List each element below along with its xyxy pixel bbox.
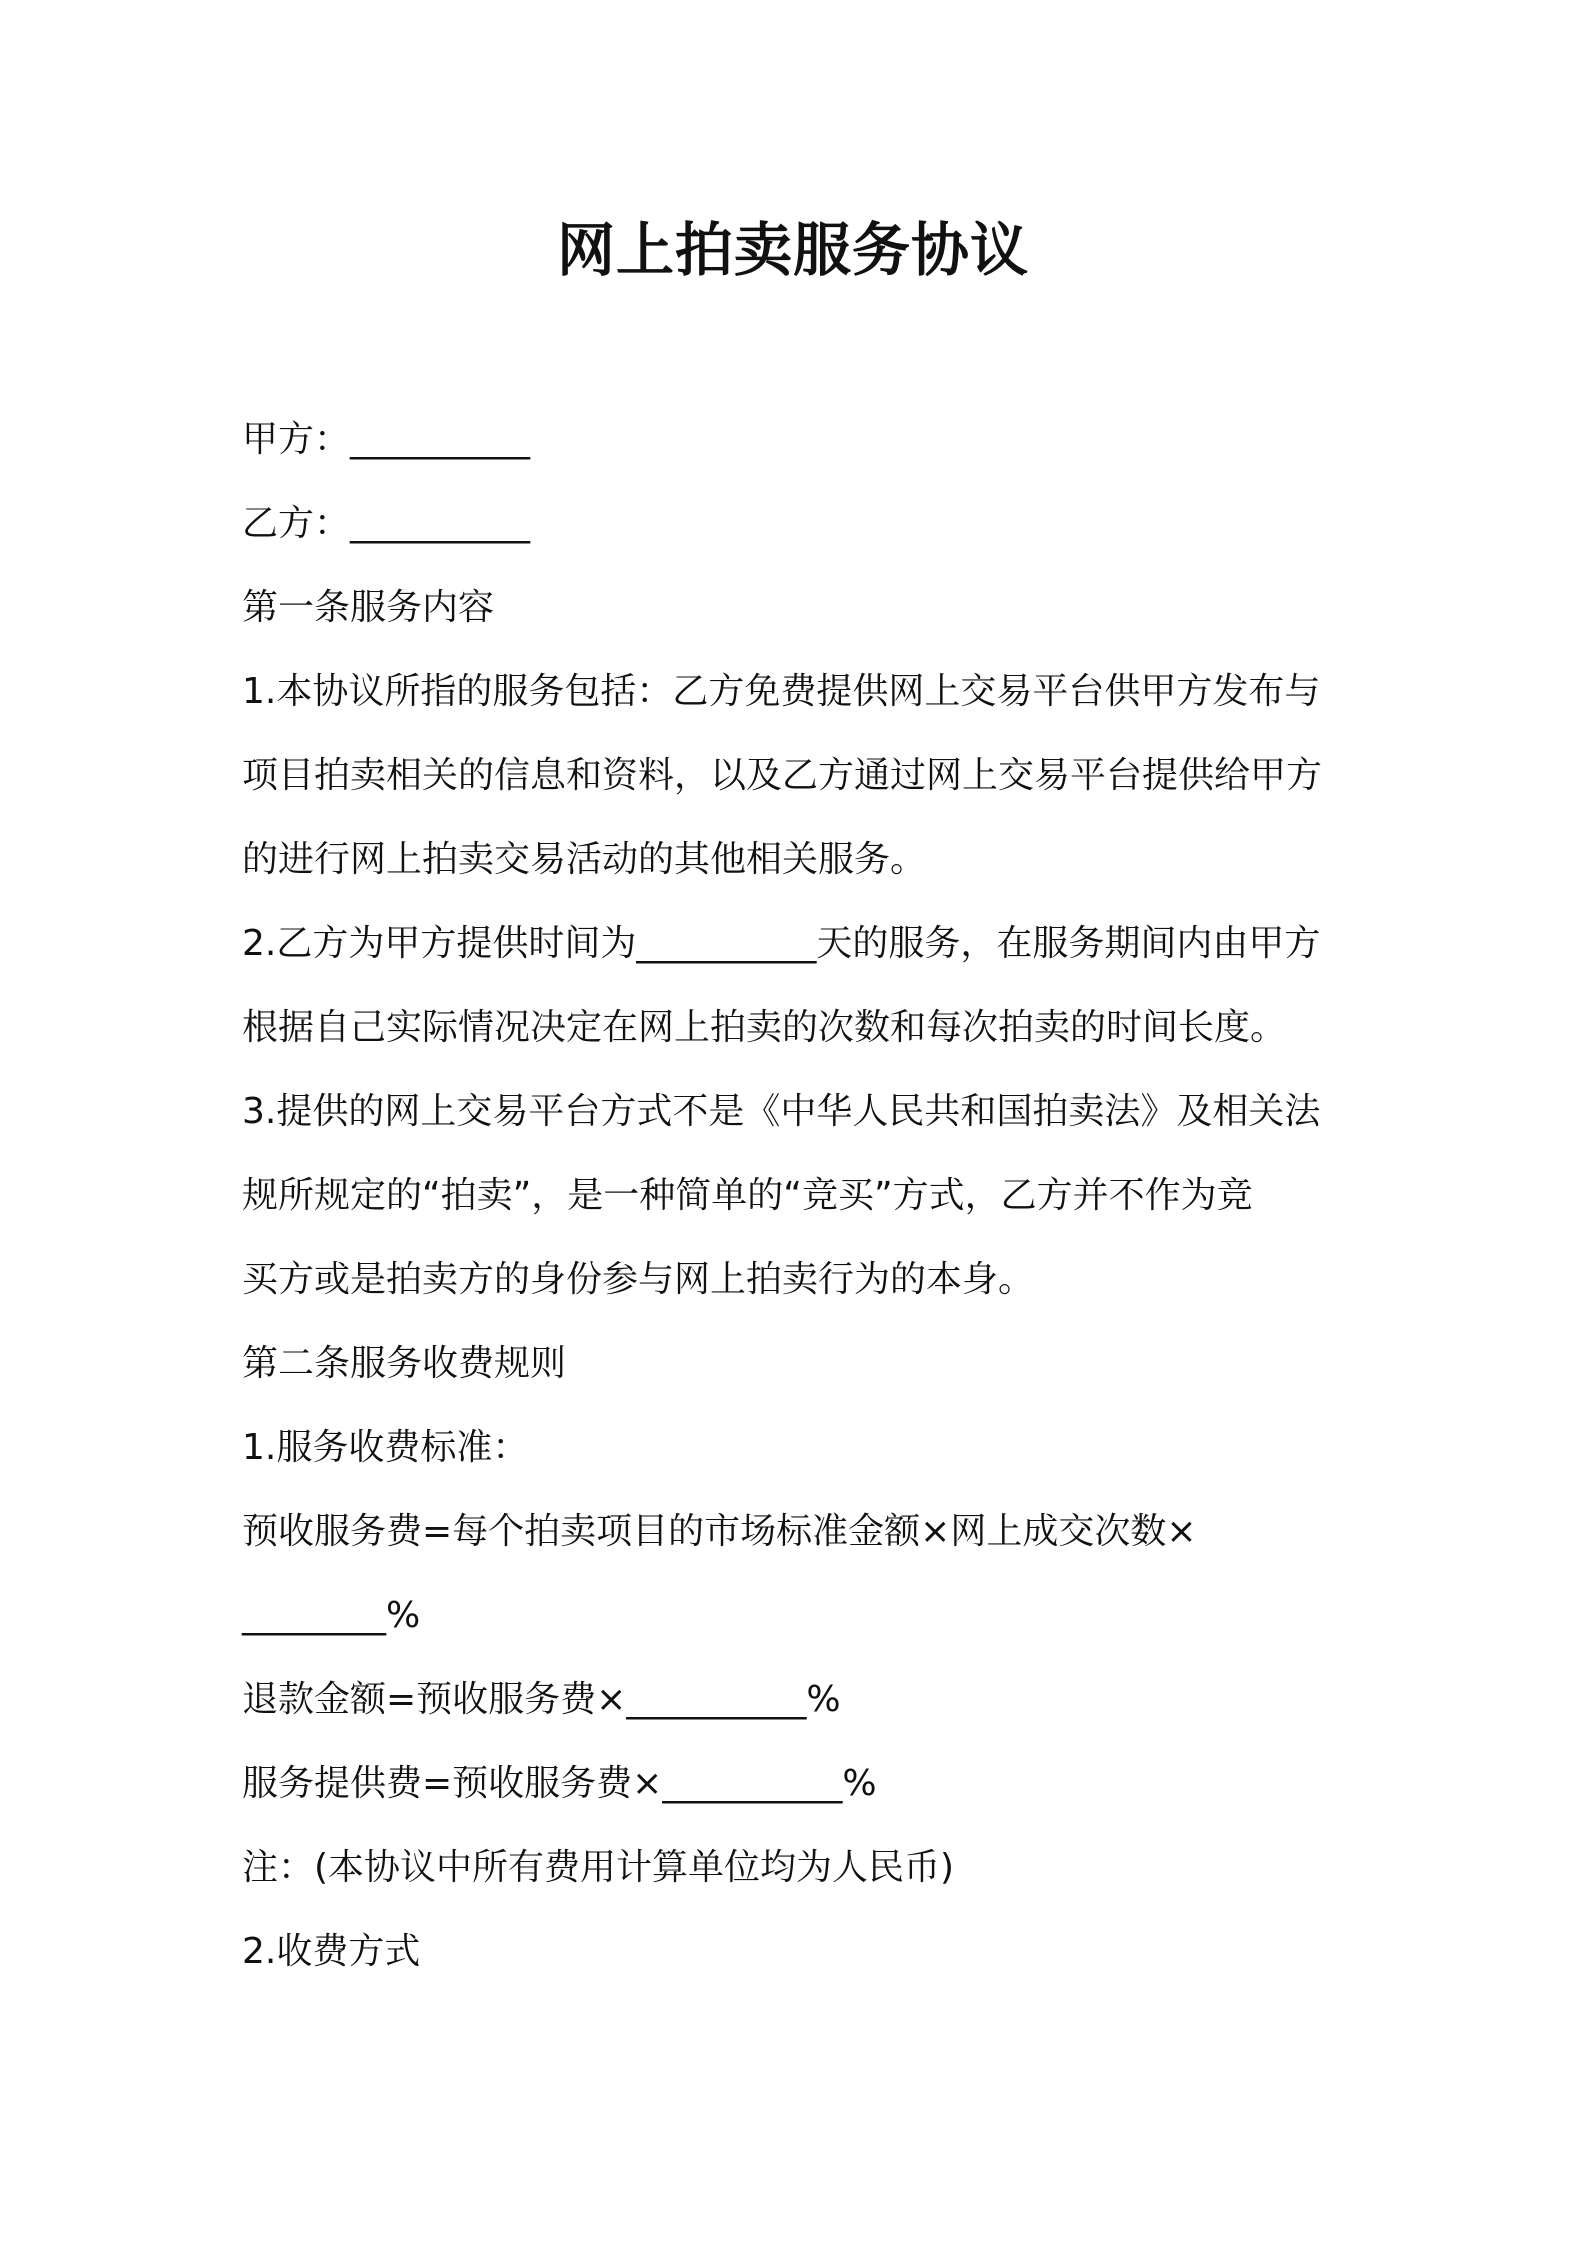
paragraph-line: 根据自己实际情况决定在网上拍卖的次数和每次拍卖的时间长度。 <box>242 1007 1287 1048</box>
note-line: 注：(本协议中所有费用计算单位均为人民币) <box>242 1847 955 1888</box>
section-heading: 第一条服务内容 <box>242 587 495 628</box>
formula-line: 预收服务费=每个拍卖项目的市场标准金额×网上成交次数× <box>242 1511 1197 1552</box>
formula-line: ________% <box>242 1595 421 1636</box>
section-heading: 第二条服务收费规则 <box>242 1343 567 1384</box>
document-title: 网上拍卖服务协议 <box>556 216 1029 284</box>
paragraph-line: 1.服务收费标准： <box>242 1427 529 1468</box>
paragraph-line: 2.收费方式 <box>242 1931 421 1972</box>
paragraph-line: 的进行网上拍卖交易活动的其他相关服务。 <box>242 839 927 880</box>
paragraph-line: 项目拍卖相关的信息和资料，以及乙方通过网上交易平台提供给甲方 <box>242 755 1323 796</box>
paragraph-line: 2.乙方为甲方提供时间为__________天的服务，在服务期间内由甲方 <box>242 923 1321 964</box>
paragraph-line: 1.本协议所指的服务包括：乙方免费提供网上交易平台供甲方发布与 <box>242 671 1321 712</box>
paragraph-line: 买方或是拍卖方的身份参与网上拍卖行为的本身。 <box>242 1259 1035 1300</box>
paragraph-line: 3.提供的网上交易平台方式不是《中华人民共和国拍卖法》及相关法 <box>242 1091 1321 1132</box>
party-b-line: 乙方：__________ <box>242 503 531 544</box>
document-body <box>242 398 1362 1994</box>
paragraph-line: 规所规定的“拍卖”，是一种简单的“竞买”方式，乙方并不作为竞 <box>242 1175 1253 1216</box>
formula-line: 退款金额=预收服务费×__________% <box>242 1679 841 1720</box>
party-a-line: 甲方：__________ <box>242 419 531 460</box>
formula-line: 服务提供费=预收服务费×__________% <box>242 1763 877 1804</box>
